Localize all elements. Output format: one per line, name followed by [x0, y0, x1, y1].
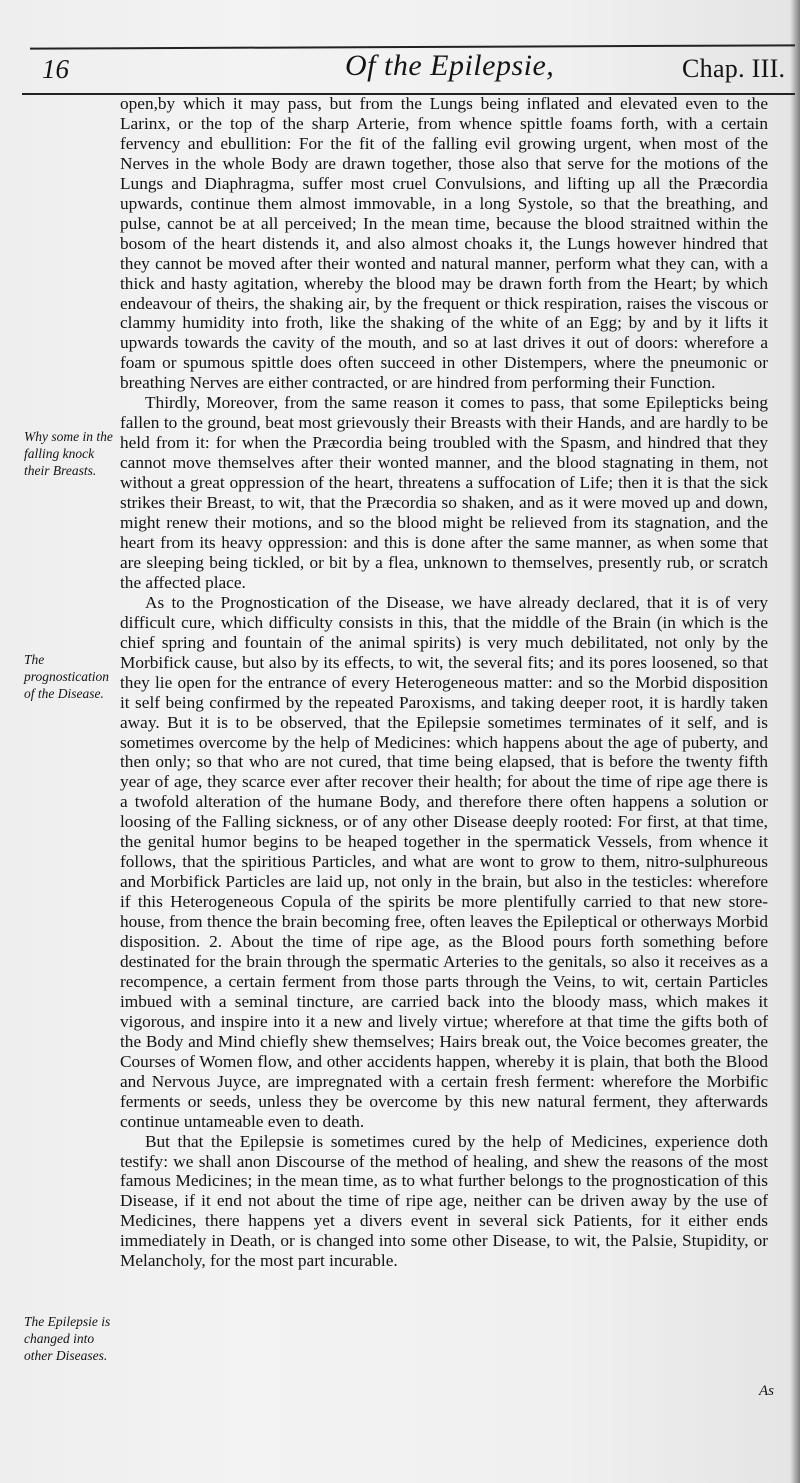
body-text [120, 94, 768, 1271]
running-title: Of the Epilepsie, [345, 49, 555, 82]
paragraph: But that the Epilepsie is sometimes cured by the help of Medicines, experience doth testify: we shall anon Discourse of the method of healing, and shew the reasons of the most famous Medicines; in the mean time, as to what further belongs to the prognostication of this Disease, if it end not about the time of ripe age, neither can be driven away by the use of Medicines, there happens yet a divers event in several sick Patients, for it either ends immediately in Death, or is changed into some other Disease, to wit, the Palsie, Stupidity, or Melancholy, for the most part incurable. [120, 1131, 768, 1271]
margin-note-prognostication: The prognostication of the Disease. [24, 652, 110, 701]
page-number: 16 [42, 54, 69, 84]
chapter-label: Chap. III. [682, 54, 786, 83]
catchword: As [759, 1383, 774, 1399]
paragraph: As to the Prognostication of the Disease, we have already declared, that it is of very difficult cure, which difficulty consists in this, that the middle of the Brain (in which is the chief spring and fountain of the animal spirits) is very much debilitated, not only by the Morbifick cause, but also by its effects, to wit, the several fits; and its pores loosened, so that they lie open for the entrance of every Heterogeneous matter: and so the Morbid disposition it self being confirmed by the repeated Paroxisms, and taking deeper root, it is hardly taken away. But it is to be observed, that the Epilepsie sometimes terminates of it self, and is sometimes overcome by the help of Medicines: which happens about the age of puberty, and then only; so that who are not cured, that time being elapsed, that is before the twenty fifth year of age, they scarce ever after recover their health; for about the time of ripe age there is a twofold alteration of the humane Body, and therefore there often happens a solution or loosing of the Falling sickness, or of any other Disease deeply rooted: For first, at that time, the genital humor begins to be heaped together in the spermatick Vessels, from whence it follows, that the spiritious Particles, and what are wont to grow to them, nitro-sulphureous and Morbifick Particles are laid up, not only in the brain, but also in the testicles: wherefore if this Heterogeneous Copula of the spirits be more plentifully carried to that new store-house, from thence the brain becoming free, often leaves the Epileptical or otherways Morbid disposition. 2. About the time of ripe age, as the Blood pours forth something before destinated for the brain through the spermatic Arteries to the genitals, so also it receives as a recompence, a certain ferment from those parts through the Veins, to wit, certain Particles imbued with a seminal tincture, are carried back into the bloody mass, which makes it vigorous, and inspire into it a new and lively virtue; wherefore at that time the gifts both of the Body and Mind chiefly shew themselves; Hairs break out, the Voice becomes greater, the Courses of Women flow, and other accidents happen, whereby it is plain, that both the Blood and Nervous Juyce, are impregnated with a certain fresh ferment: wherefore the Morbific ferments or seeds, unless they be overcome by this new natural ferment, they afterwards continue untameable even to death. [120, 592, 768, 1131]
paragraph: open,by which it may pass, but from the Lungs being inflated and elevated even to the Larinx, or the top of the sharp Arterie, from whence spittle foams forth, with a certain fervency and ebullition: For the fit of the falling evil growing urgent, when most of the Nerves in the whole Body are drawn together, those also that serve for the motions of the Lungs and Diaphragma, suffer most cruel Convulsions, and lifting up all the Præcordia upwards, continue them almost immovable, in a long Systole, so that the breathing, and pulse, cannot be at all perceived; In the mean time, because the blood straitned within the bosom of the heart distends it, and also almost choaks it, the Lungs however hindred that they cannot be moved after their wonted and natural manner, perform what they can, with a thick and hasty agitation, whereby the blood may be drawn forth from the Heart; by which endeavour of theirs, the shaking air, by the frequent or thick respiration, raises the viscous or clammy humidity into froth, like the shaking of the white of an Egg; by and by it lifts it upwards towards the cavity of the mouth, and so at last drives it out of doors: wherefore a foam or spumous spittle does often succeed in other Distempers, where the pneumonic or breathing Nerves are either contracted, or are hindred from performing their Function. [120, 94, 768, 393]
page-edge-shadow [790, 0, 800, 1483]
paragraph: Thirdly, Moreover, from the same reason it comes to pass, that some Epilepticks being fallen to the ground, beat most grievously their Breasts with their Hands, and are hardly to be held from it: for when the Præcordia being troubled with the Spasm, and hindred that they cannot move themselves after their wonted manner, and the blood stagnating in them, not without a great oppression of the heart, threatens a suffocation of Life; then it is that the sick strikes their Breast, to wit, that the Præcordia so shaken, and as it were moved up and down, might renew their motions, and so the blood might be relieved from its stagnation, and the heart from its heavy oppression: and this is done after the same manner, as when some that are sleeping being tickled, or bit by a flea, unknown to themselves, presently rub, or scratch the affected place. [120, 393, 768, 592]
margin-note-changed-diseases: The Epilepsie is changed into other Diseases. [24, 1314, 111, 1363]
margin-note-breasts: Why some in the falling knock their Breasts. [24, 429, 113, 478]
page-header [0, 48, 800, 92]
